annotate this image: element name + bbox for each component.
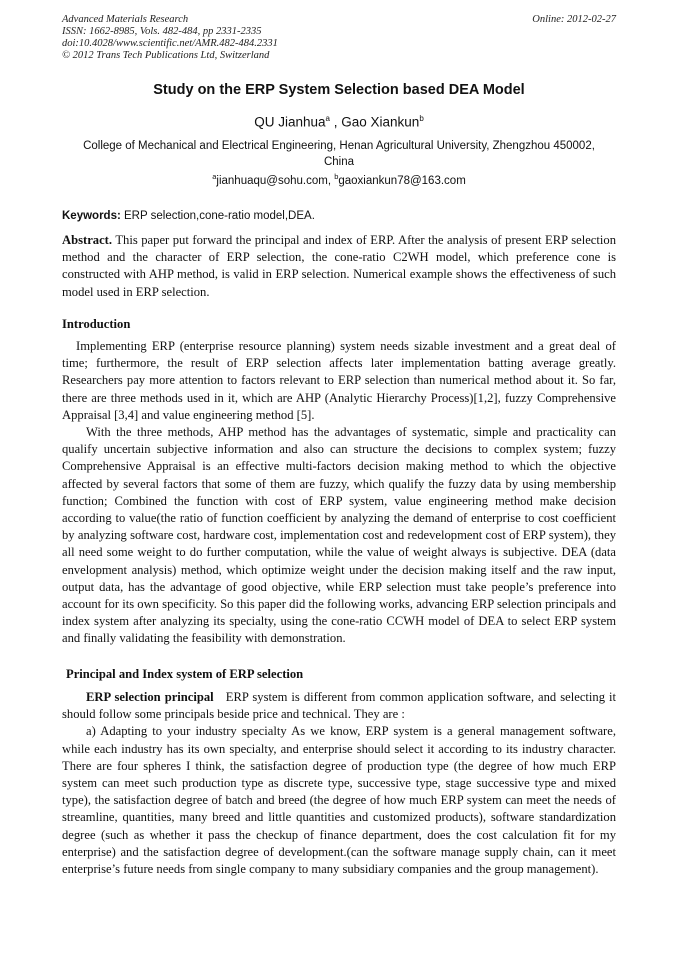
principal-paragraph-2: a) Adapting to your industry specialty As we know, ERP system is a general management software, while each industry has its own specialty, and enterprise should select it according to its industry character. There are four spheres I think, the satisfaction degree of production type (the degree of how much ERP system can meet such production type as discrete type, successive type, stage successive type and mixed type), the satisfaction degree of batch and breed (the degree of how much ERP system can meet the needs of streamline, quantities, many breed and little quantities and customized products), software standardization degree (such as whether it pass the checkup of finance department, does the cost calculation fit for my enterprise) and the satisfaction degree of development.(can the software manage supply chain, can it meet enterprise’s future needs from single company to many subsidiary companies and the group management).	[62, 724, 616, 877]
subheading-erp-selection-principal: ERP selection principal	[86, 690, 214, 704]
affiliation: College of Mechanical and Electrical Engineering, Henan Agricultural University, Zhengzhou 450002, China	[83, 140, 595, 168]
doi-line: doi:10.4028/www.scientific.net/AMR.482-484.2331	[62, 38, 278, 49]
online-date: Online: 2012-02-27	[532, 14, 616, 25]
running-header	[62, 14, 616, 62]
intro-paragraph-2: With the three methods, AHP method has the advantages of systematic, simple and practicality can qualify uncertain subjective information and also can structure the decisions to complex system; fuzzy Comprehensive Appraisal is an effective multi-factors decision making method to which the objective affected by several factors that some of them are fuzzy, which qualify the fuzzy data by using membership function; Combined the function with cost of ERP system, value engineering method make decision according to value(the ratio of function coefficient by analyzing the demand of enterprise to cost coefficient by analyzing software cost, hardware cost, implementation cost and redevelopment cost of ERP system), they all need some weight to do further computation, while the value of weight always is subjective. DEA (data envelopment analysis) method, which optimize weight under the decision making itself and the raw input, output data, has the advantage of good objective, while ERP selection must take people’s preference into account for its own specificity. So this paper did the following works, advancing ERP selection principals and index system after analyzing its specialty, using the cone-ratio CCWH model of DEA to select ERP system and finally validating the feasibility with demonstration.	[62, 425, 616, 646]
issn-line: ISSN: 1662-8985, Vols. 482-484, pp 2331-2335	[62, 26, 262, 37]
keywords-text: ERP selection,cone-ratio model,DEA.	[120, 210, 315, 222]
abstract-label: Abstract.	[62, 233, 113, 247]
email-b-sup: b	[334, 172, 339, 181]
keywords	[62, 210, 622, 222]
paper-title: Study on the ERP System Selection based DEA Model	[153, 82, 525, 98]
abstract	[62, 232, 616, 301]
introduction-body	[62, 338, 616, 648]
copyright-line: © 2012 Trans Tech Publications Ltd, Switzerland	[62, 50, 270, 61]
author-1-sup: a	[325, 114, 330, 123]
email-separator: ,	[327, 174, 335, 187]
email-a-sup: a	[212, 172, 217, 181]
author-line	[0, 114, 678, 130]
author-1: QU Jianhua	[254, 114, 326, 130]
journal-name: Advanced Materials Research	[62, 14, 189, 25]
email-a: jianhuaqu@sohu.com	[216, 174, 328, 187]
intro-paragraph-1: Implementing ERP (enterprise resource planning) system needs sizable investment and a great deal of time; furthermore, the result of ERP selection affects later implementation batting average greatly. Researchers pay more attention to factors relevant to ERP selection than numerical method about it. So far, there are three methods used in it, which are AHP (Analytic Hierarchy Process)[1,2], fuzzy Comprehensive Appraisal [3,4] and value engineering method [5].	[62, 339, 616, 422]
author-2: Gao Xiankun	[341, 114, 420, 130]
section-heading-introduction: Introduction	[62, 317, 131, 331]
email-line	[0, 172, 678, 187]
email-b: gaoxiankun78@163.com	[338, 174, 466, 187]
author-2-sup: b	[419, 114, 424, 123]
principal-body	[62, 689, 616, 878]
principal-paragraph-1: ERP system is different from common application software, and selecting it should follow some principals beside price and technical. They are :	[62, 690, 617, 722]
section-heading-principal: Principal and Index system of ERP selection	[66, 667, 304, 681]
abstract-text: This paper put forward the principal and index of ERP. After the analysis of present ERP selection method and the character of ERP selection, the cone-ratio C2WH model, which preference cone is constructed with AHP method, is valid in ERP selection. Numerical example shows the effectiveness of such model used in ERP selection.	[62, 233, 616, 299]
keywords-label: Keywords:	[62, 210, 121, 222]
author-separator: ,	[329, 114, 342, 130]
